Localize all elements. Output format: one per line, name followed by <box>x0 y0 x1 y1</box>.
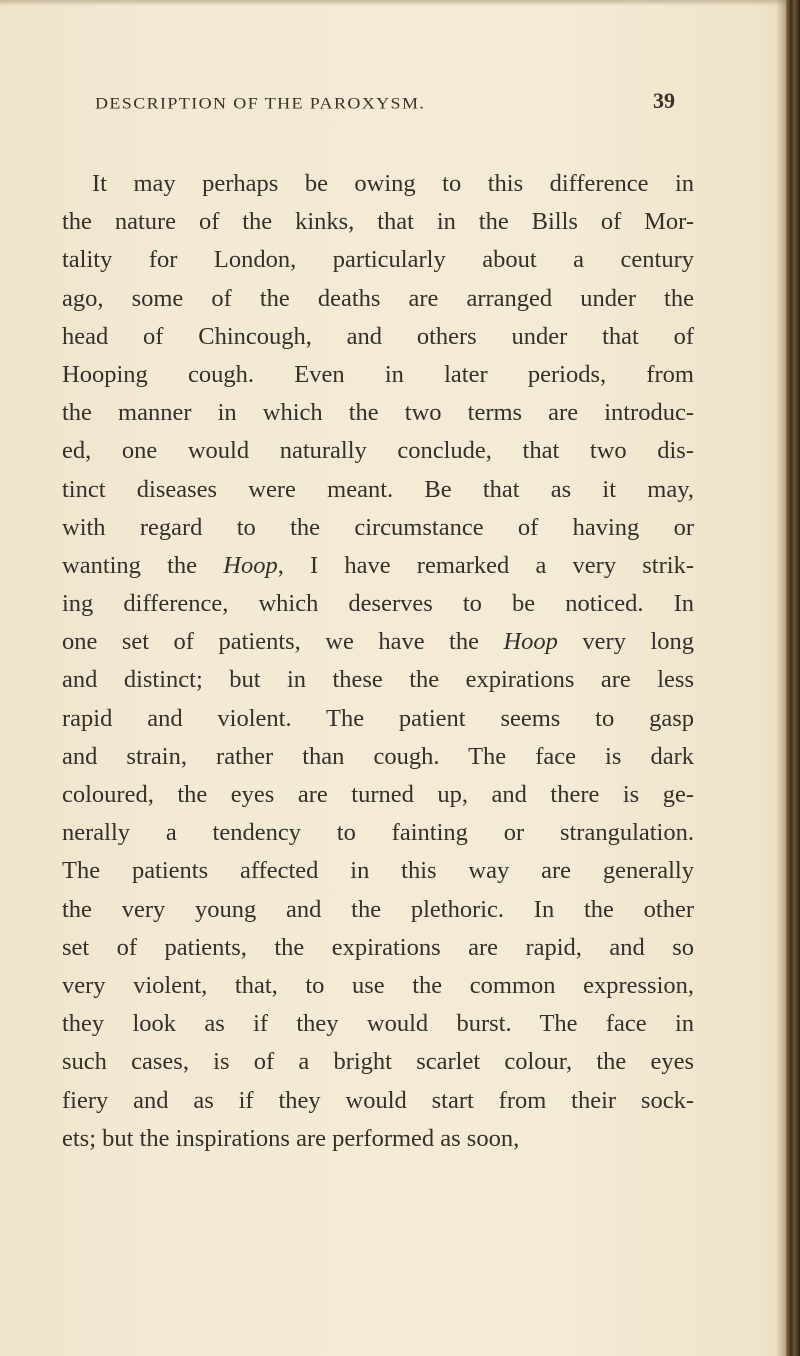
text-line: It may perhaps be owing to this difference in <box>92 170 694 197</box>
text-line: ed, one would naturally conclude, that two dis- <box>62 437 694 465</box>
text-line: and strain, rather than cough. The face is dark <box>62 742 694 770</box>
page-number: 39 <box>653 88 675 113</box>
text-line: set of patients, the expirations are rapid, and so <box>62 933 694 961</box>
text-line: ing difference, which deserves to be noticed. In <box>62 590 694 618</box>
text-line: they look as if they would burst. The face in <box>62 1010 694 1038</box>
text-line: such cases, is of a bright scarlet colour, the eyes <box>62 1048 694 1076</box>
text-line-with-italic <box>62 547 694 585</box>
text-line: the nature of the kinks, that in the Bills of Mor- <box>62 208 694 236</box>
text-line: and distinct; but in these the expirations are less <box>62 666 694 694</box>
text-line: ets; but the inspirations are performed as soon, <box>62 1124 520 1152</box>
text-line: the manner in which the two terms are introduc- <box>62 399 694 427</box>
text-line: rapid and violent. The patient seems to gasp <box>62 704 694 732</box>
text-line: The patients affected in this way are generally <box>62 857 694 885</box>
text-line-with-italic <box>62 623 694 661</box>
text-line: tinct diseases were meant. Be that as it may, <box>62 475 694 503</box>
running-head: DESCRIPTION OF THE PAROXYSM. <box>95 94 426 112</box>
book-binding-edge <box>786 0 800 1356</box>
body-paragraph <box>62 165 694 1158</box>
text-line: the very young and the plethoric. In the other <box>62 895 694 923</box>
text-line: ago, some of the deaths are arranged under the <box>62 284 694 312</box>
text-line: nerally a tendency to fainting or strangulation. <box>62 819 694 847</box>
text-line: fiery and as if they would start from their sock- <box>62 1086 694 1114</box>
text-line: tality for London, particularly about a century <box>62 246 694 274</box>
text-line: Hooping cough. Even in later periods, from <box>62 360 694 388</box>
line-segment: one set of patients, we have the <box>62 628 504 656</box>
italic-term: Hoop <box>503 628 558 656</box>
text-line: very violent, that, to use the common expression, <box>62 971 694 999</box>
page-header <box>95 88 695 128</box>
italic-term: Hoop <box>223 551 278 579</box>
text-line: with regard to the circumstance of having or <box>62 513 694 541</box>
text-line: coloured, the eyes are turned up, and there is ge- <box>62 781 694 808</box>
line-segment: very long <box>557 628 694 656</box>
text-line: head of Chincough, and others under that of <box>62 322 694 350</box>
line-segment: , I have remarked a very strik- <box>277 551 694 579</box>
page-top-shadow <box>0 0 800 6</box>
line-segment: wanting the <box>62 551 224 579</box>
